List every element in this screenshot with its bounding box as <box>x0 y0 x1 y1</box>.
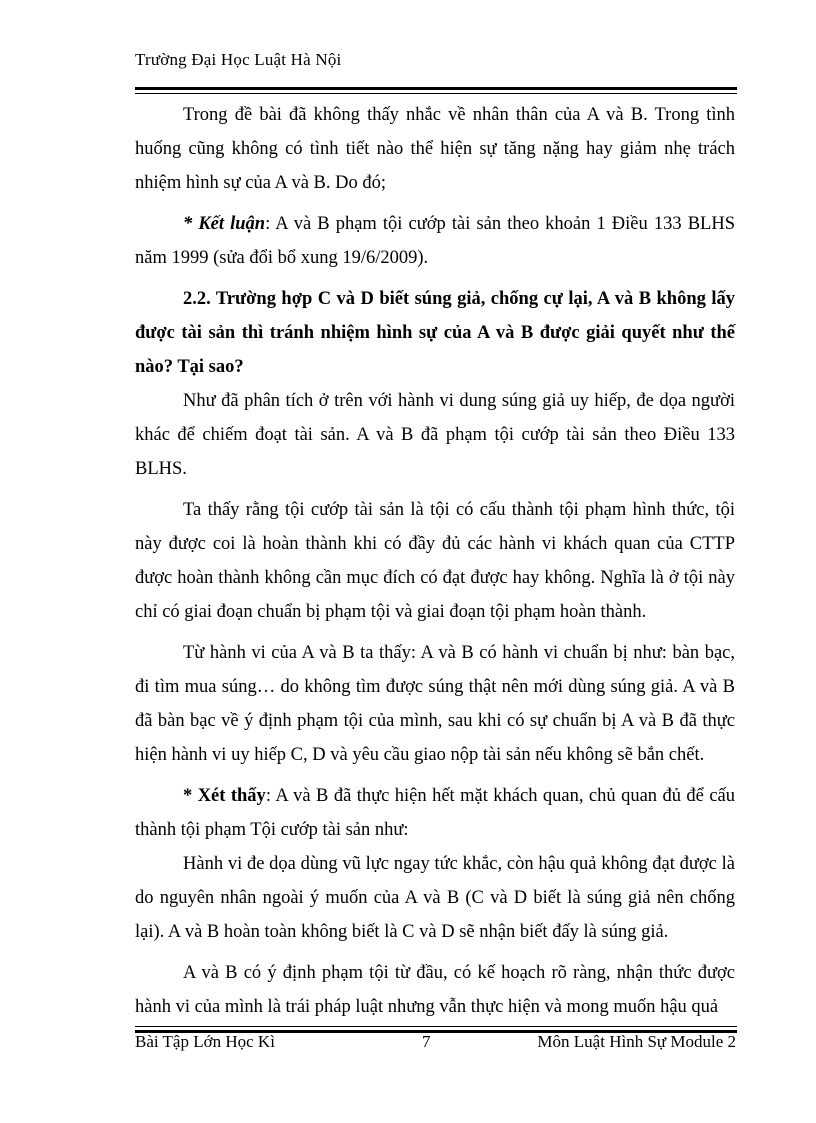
document-body <box>135 98 735 1024</box>
header-rule-thin <box>135 93 737 94</box>
paragraph-hanh-vi: Từ hành vi của A và B ta thấy: A và B có hành vi chuẩn bị như: bàn bạc, đi tìm mua súng… do không tìm được súng thật nên mới dùng súng giả. A và B đã bàn bạc về ý định phạm tội của mình, sau khi có sự chuẩn bị A và B đã thực hiện hành vi uy hiếp C, D và yêu cầu giao nộp tài sản nếu không sẽ bắn chết. <box>135 643 735 765</box>
footer-right-title: Môn Luật Hình Sự Module 2 <box>537 1032 736 1051</box>
xet-thay-label: * Xét thấy <box>183 786 266 806</box>
paragraph-phan-tich: Như đã phân tích ở trên với hành vi dung súng giả uy hiếp, đe dọa người khác để chiếm đoạt tài sản. A và B đã phạm tội cướp tài sản theo Điều 133 BLHS. <box>135 391 735 479</box>
paragraph-de-doa: Hành vi đe dọa dùng vũ lực ngay tức khắc, còn hậu quả không đạt được là do nguyên nhân ngoài ý muốn của A và B (C và D biết là súng giả nên chống lại). A và B hoàn toàn không biết là C và D sẽ nhận biết đấy là súng giả. <box>135 854 735 942</box>
xet-thay-text: : A và B đã thực hiện hết mặt khách quan, chủ quan đủ để cấu thành tội phạm Tội cướp tài sản như: <box>135 786 735 840</box>
paragraph-xet-thay <box>135 779 735 847</box>
page-number: 7 <box>422 1032 431 1051</box>
page-header-title: Trường Đại Học Luật Hà Nội <box>135 50 342 69</box>
ket-luan-text: : A và B phạm tội cướp tài sản theo khoản 1 Điều 133 BLHS năm 1999 (sửa đổi bổ xung 19/6/2009). <box>135 214 735 268</box>
header-rule-thick <box>135 87 737 90</box>
footer-rule-thin <box>135 1026 737 1027</box>
paragraph-ket-luan <box>135 207 735 275</box>
paragraph-y-dinh: A và B có ý định phạm tội từ đầu, có kế hoạch rõ ràng, nhận thức được hành vi của mình là trái pháp luật nhưng vẫn thực hiện và mong muốn hậu quả <box>135 963 735 1017</box>
section-heading-2-2: 2.2. Trường hợp C và D biết súng giả, chống cự lại, A và B không lấy được tài sản thì tránh nhiệm hình sự của A và B được giải quyết như thế nào? Tại sao? <box>135 289 735 377</box>
ket-luan-label: * Kết luận <box>183 214 266 234</box>
paragraph-nhan-than: Trong đề bài đã không thấy nhắc về nhân thân của A và B. Trong tình huống cũng không có tình tiết nào thể hiện sự tăng nặng hay giảm nhẹ trách nhiệm hình sự của A và B. Do đó; <box>135 105 735 193</box>
footer-left-title: Bài Tập Lớn Học Kì <box>135 1032 275 1051</box>
paragraph-cau-thanh: Ta thấy rằng tội cướp tài sản là tội có cấu thành tội phạm hình thức, tội này được coi là hoàn thành khi có đầy đủ các hành vi khách quan của CTTP được hoàn thành không cần mục đích có đạt được hay không. Nghĩa là ở tội này chỉ có giai đoạn chuẩn bị phạm tội và giai đoạn tội phạm hoàn thành. <box>135 500 735 622</box>
